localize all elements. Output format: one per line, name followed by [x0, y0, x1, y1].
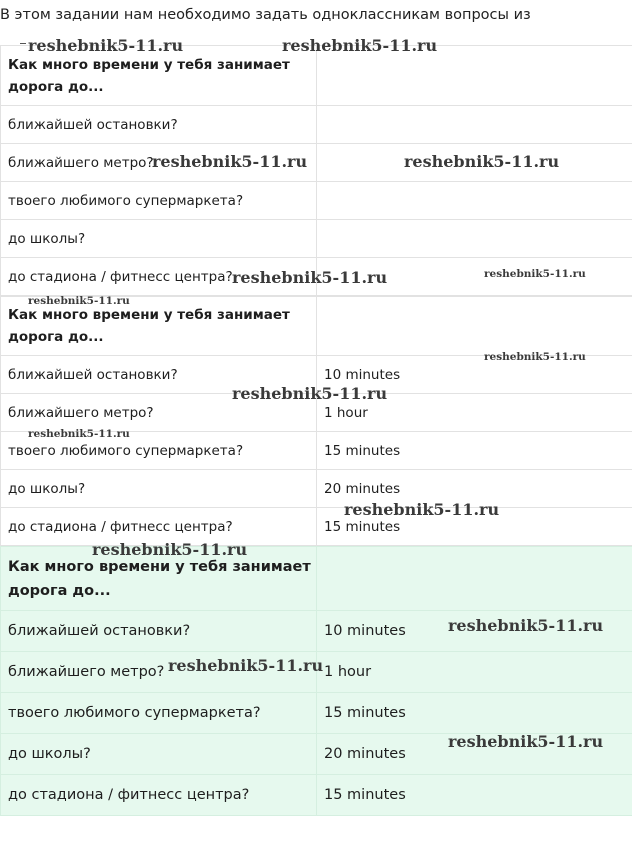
watermark: reshebnik5-11.ru — [448, 616, 604, 635]
survey-table-empty — [0, 45, 632, 296]
table-header-row — [1, 46, 632, 106]
answer-cell: 20 minutes — [317, 734, 632, 775]
answer-cell: 15 minutes — [317, 775, 632, 816]
table-row — [1, 220, 632, 258]
survey-table-highlighted — [0, 546, 632, 816]
answer-cell — [317, 220, 632, 258]
table-row — [1, 652, 632, 693]
table-row — [1, 611, 632, 652]
answer-cell: 15 minutes — [317, 508, 632, 546]
table-row — [1, 144, 632, 182]
answer-cell: 10 minutes — [317, 611, 632, 652]
watermark: reshebnik5-11.ru — [152, 152, 308, 171]
table-row — [1, 775, 632, 816]
watermark: reshebnik5-11.ru — [484, 351, 586, 363]
survey-table-filled — [0, 296, 632, 546]
destination-cell: ближайшей остановки? — [1, 611, 317, 652]
destination-cell: до стадиона / фитнесс центра? — [1, 508, 317, 546]
destination-cell: до школы? — [1, 734, 317, 775]
header-question-cell: Как много времени у тебя занимает дорога до... — [1, 297, 317, 356]
destination-cell: ближайшего метро? — [1, 652, 317, 693]
header-question-cell: Как много времени у тебя занимает дорога до... — [1, 547, 317, 611]
table-header-row — [1, 547, 632, 611]
destination-cell: твоего любимого супермаркета? — [1, 182, 317, 220]
watermark: reshebnik5-11.ru — [484, 268, 586, 280]
answer-cell: 20 minutes — [317, 470, 632, 508]
table-row — [1, 734, 632, 775]
header-question-cell: Как много времени у тебя занимает дорога до... — [1, 46, 317, 106]
destination-cell: ближайшего метро? — [1, 144, 317, 182]
answer-cell: 1 hour — [317, 394, 632, 432]
header-answer-cell — [317, 297, 632, 356]
destination-cell: ближайшей остановки? — [1, 106, 317, 144]
table-row — [1, 258, 632, 296]
answer-cell — [317, 258, 632, 296]
answer-cell — [317, 106, 632, 144]
answer-cell — [317, 144, 632, 182]
destination-cell: твоего любимого супермаркета? — [1, 693, 317, 734]
watermark: reshebnik5-11.ru — [28, 295, 130, 307]
answer-cell: 15 minutes — [317, 432, 632, 470]
table-row — [1, 356, 632, 394]
destination-cell: до стадиона / фитнесс центра? — [1, 775, 317, 816]
table-row — [1, 470, 632, 508]
destination-cell: до школы? — [1, 220, 317, 258]
table-row — [1, 693, 632, 734]
decorative-dash — [20, 43, 26, 44]
table-row — [1, 432, 632, 470]
header-answer-cell — [317, 46, 632, 106]
answer-cell: 1 hour — [317, 652, 632, 693]
destination-cell: ближайшего метро? — [1, 394, 317, 432]
watermark: reshebnik5-11.ru — [448, 732, 604, 751]
answer-cell: 15 minutes — [317, 693, 632, 734]
header-answer-cell — [317, 547, 632, 611]
table-row — [1, 182, 632, 220]
watermark: reshebnik5-11.ru — [232, 384, 388, 403]
table-header-row — [1, 297, 632, 356]
table-row — [1, 394, 632, 432]
table-row — [1, 106, 632, 144]
answer-cell: 10 minutes — [317, 356, 632, 394]
destination-cell: ближайшей остановки? — [1, 356, 317, 394]
intro-text: В этом задании нам необходимо задать одноклассникам вопросы из — [0, 7, 531, 23]
watermark: reshebnik5-11.ru — [344, 500, 500, 519]
watermark: reshebnik5-11.ru — [92, 540, 248, 559]
table-row — [1, 508, 632, 546]
destination-cell: твоего любимого супермаркета? — [1, 432, 317, 470]
watermark: reshebnik5-11.ru — [232, 268, 388, 287]
answer-cell — [317, 182, 632, 220]
destination-cell: до стадиона / фитнесс центра? — [1, 258, 317, 296]
watermark: reshebnik5-11.ru — [282, 36, 438, 55]
watermark: reshebnik5-11.ru — [168, 656, 324, 675]
destination-cell: до школы? — [1, 470, 317, 508]
watermark: reshebnik5-11.ru — [28, 36, 184, 55]
watermark: reshebnik5-11.ru — [28, 428, 130, 440]
watermark: reshebnik5-11.ru — [404, 152, 560, 171]
